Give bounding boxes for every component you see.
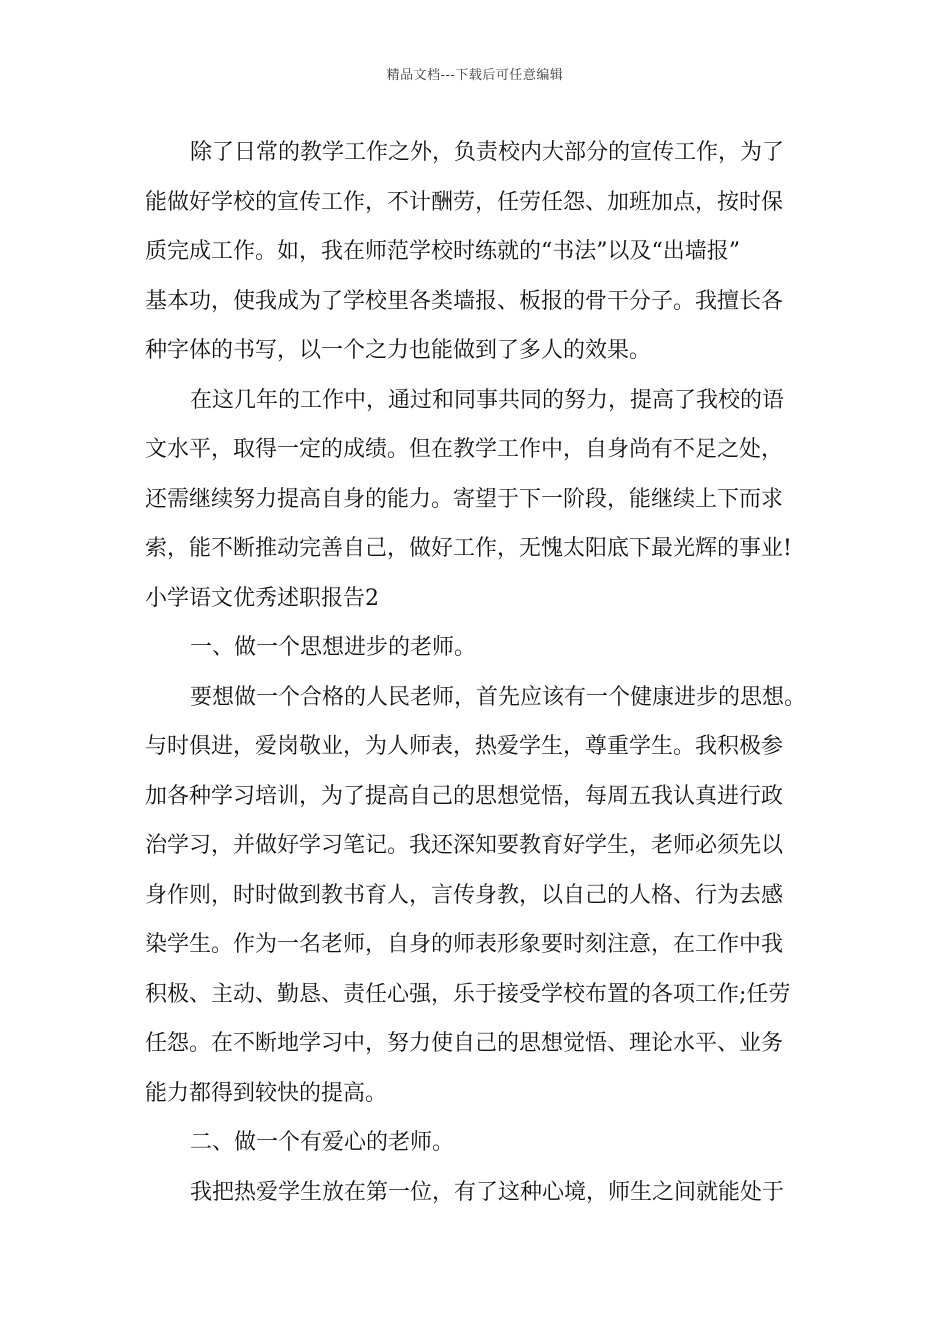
text-line: 在这几年的工作中，通过和同事共同的努力，提高了我校的语 bbox=[190, 387, 785, 413]
text-line: 任怨。在不断地学习中，努力使自己的思想觉悟、理论水平、业务 bbox=[145, 1031, 784, 1056]
text-line: 染学生。作为一名老师，自身的师表形象要时刻注意，在工作中我 bbox=[145, 932, 784, 957]
text-line: 索，能不断推动完善自己，做好工作，无愧太阳底下最光辉的事业! bbox=[145, 536, 792, 561]
text-line: 积极、主动、勤恳、责任心强，乐于接受学校布置的各项工作;任劳 bbox=[145, 981, 791, 1007]
text-line: 除了日常的教学工作之外，负责校内大部分的宣传工作，为了 bbox=[190, 140, 785, 165]
text-line: 小学语文优秀述职报告2 bbox=[145, 585, 379, 611]
text-line: 基本功，使我成为了学校里各类墙报、板报的骨干分子。我擅长各 bbox=[145, 288, 784, 314]
text-line: 种字体的书写，以一个之力也能做到了多人的效果。 bbox=[145, 338, 652, 363]
text-line: 我把热爱学生放在第一位，有了这种心境，师生之间就能处于 bbox=[190, 1179, 785, 1205]
text-line: 与时俱进，爱岗敬业，为人师表，热爱学生，尊重学生。我积极参 bbox=[145, 734, 784, 759]
text-line: 身作则，时时做到教书育人，言传身教，以自己的人格、行为去感 bbox=[145, 882, 784, 908]
text-line: 还需继续努力提高自身的能力。寄望于下一阶段，能继续上下而求 bbox=[145, 486, 784, 512]
text-line: 能力都得到较快的提高。 bbox=[145, 1080, 388, 1106]
page-header: 精品文档---下载后可任意编辑 bbox=[386, 68, 564, 83]
text-line: 一、做一个思想进步的老师。 bbox=[190, 635, 477, 660]
text-line: 二、做一个有爱心的老师。 bbox=[190, 1130, 455, 1155]
document-body bbox=[145, 128, 815, 1217]
text-line: 加各种学习培训，为了提高自己的思想觉悟，每周五我认真进行政 bbox=[145, 783, 784, 809]
text-line: 能做好学校的宣传工作，不计酬劳，任劳任怨、加班加点，按时保 bbox=[145, 189, 784, 215]
text-line: 文水平，取得一定的成绩。但在教学工作中，自身尚有不足之处， bbox=[145, 437, 784, 462]
text-line: 要想做一个合格的人民老师，首先应该有一个健康进步的思想。 bbox=[190, 684, 807, 710]
text-line: 治学习，并做好学习笔记。我还深知要教育好学生，老师必须先以 bbox=[145, 833, 784, 858]
text-line: 质完成工作。如，我在师范学校时练就的“书法”以及“出墙报” bbox=[145, 239, 740, 264]
